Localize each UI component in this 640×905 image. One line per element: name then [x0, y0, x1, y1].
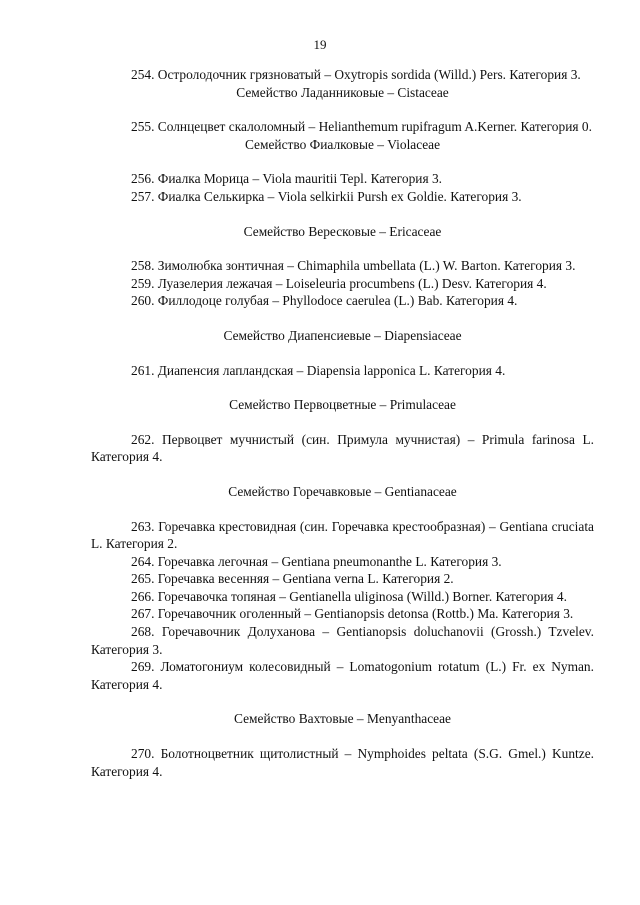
entry-number: 264.: [131, 553, 155, 569]
entry-number: 266.: [131, 588, 155, 604]
entry-263: [91, 518, 594, 553]
entry-255: [91, 118, 594, 136]
entry-256: [91, 170, 594, 188]
entry-260: [91, 292, 594, 310]
entry-text: Горечавка весенняя – Gentiana verna L. Категория 2.: [157, 571, 454, 587]
entry-text: Остролодочник грязноватый – Oxytropis sordida (Willd.) Pers. Категория 3.: [157, 67, 581, 82]
entry-number: 257.: [131, 188, 155, 204]
family-heading-diapensiaceae: Семейство Диапенсиевые – Diapensiaceae: [223, 327, 462, 343]
entry-text: Фиалка Селькирка – Viola selkirkii Pursh ex Goldie. Категория 3.: [157, 188, 522, 204]
entry-264: [91, 553, 594, 571]
entry-number: 260.: [131, 293, 155, 309]
entry-number: 270.: [131, 746, 155, 762]
entry-266: [91, 588, 594, 606]
entry-258: [91, 257, 594, 275]
entry-257: [91, 188, 594, 206]
entry-text: Фиалка Морица – Viola mauritii Tepl. Категория 3.: [157, 171, 443, 187]
entry-269: [91, 658, 594, 693]
entry-number: 261.: [131, 362, 155, 378]
entry-text: Болотноцветник щитолистный – Nymphoides peltata (S.G. Gmel.) Kuntze. Категория 4.: [91, 746, 594, 779]
entry-number: 268.: [131, 624, 155, 640]
entry-text: Диапенсия лапландская – Diapensia lapponica L. Категория 4.: [157, 362, 506, 378]
entry-259: [91, 275, 594, 293]
entry-265: [91, 570, 594, 588]
entry-268: [91, 623, 594, 658]
entry-number: 263.: [131, 518, 155, 534]
entry-text: Зимолюбка зонтичная – Chimaphila umbellata (L.) W. Barton. Категория 3.: [157, 258, 576, 274]
entry-text: Филлодоце голубая – Phyllodoce caerulea (L.) Bab. Категория 4.: [157, 293, 518, 309]
entry-text: Горечавочка топяная – Gentianella uliginosa (Willd.) Borner. Категория 4.: [157, 588, 567, 604]
entry-number: 255.: [131, 119, 155, 135]
family-heading-cistaceae: Семейство Ладанниковые – Cistaceae: [236, 84, 449, 100]
entry-number: 256.: [131, 171, 155, 187]
family-heading-ericaceae: Семейство Вересковые – Ericaceae: [243, 223, 442, 239]
entry-text: Ломатогониум колесовидный – Lomatogonium rotatum (L.) Fr. ex Nyman. Категория 4.: [91, 659, 594, 692]
entry-267: [91, 605, 594, 623]
entry-text: Солнцецвет скалоломный – Helianthemum rupifragum A.Kerner. Категория 0.: [157, 119, 592, 135]
document-body: [91, 66, 594, 780]
family-heading-gentianaceae: Семейство Горечавковые – Gentianaceae: [228, 483, 457, 499]
family-heading-violaceae: Семейство Фиалковые – Violaceae: [244, 136, 441, 152]
entry-number: 267.: [131, 606, 155, 622]
family-heading-menyanthaceae: Семейство Вахтовые – Menyanthaceae: [234, 711, 451, 727]
entry-number: 259.: [131, 275, 155, 291]
entry-261: [91, 362, 594, 380]
entry-number: 262.: [131, 431, 155, 447]
entry-number: 258.: [131, 258, 155, 274]
entry-270: [91, 745, 594, 780]
entry-text: Первоцвет мучнистый (син. Примула мучнистая) – Primula farinosa L. Категория 4.: [91, 431, 594, 465]
entry-text: Горечавка легочная – Gentiana pneumonanthe L. Категория 3.: [157, 553, 502, 569]
entry-text: Луазелерия лежачая – Loiseleuria procumbens (L.) Desv. Категория 4.: [157, 275, 547, 291]
entry-number: 269.: [131, 659, 155, 675]
page-number: 19: [313, 37, 327, 52]
entry-number: 254.: [131, 67, 155, 82]
family-heading-primulaceae: Семейство Первоцветные – Primulaceae: [229, 397, 456, 413]
entry-text: Горечавка крестовидная (син. Горечавка крестообразная) – Gentiana cruciata L. Категория 2.: [91, 518, 594, 552]
entry-text: Горечавочник оголенный – Gentianopsis detonsa (Rottb.) Ma. Категория 3.: [157, 606, 574, 622]
entry-262: [91, 431, 594, 466]
entry-number: 265.: [131, 571, 155, 587]
entry-text: Горечавочник Долуханова – Gentianopsis doluchanovii (Grossh.) Tzvelev. Категория 3.: [91, 624, 594, 657]
entry-254: [91, 66, 594, 84]
